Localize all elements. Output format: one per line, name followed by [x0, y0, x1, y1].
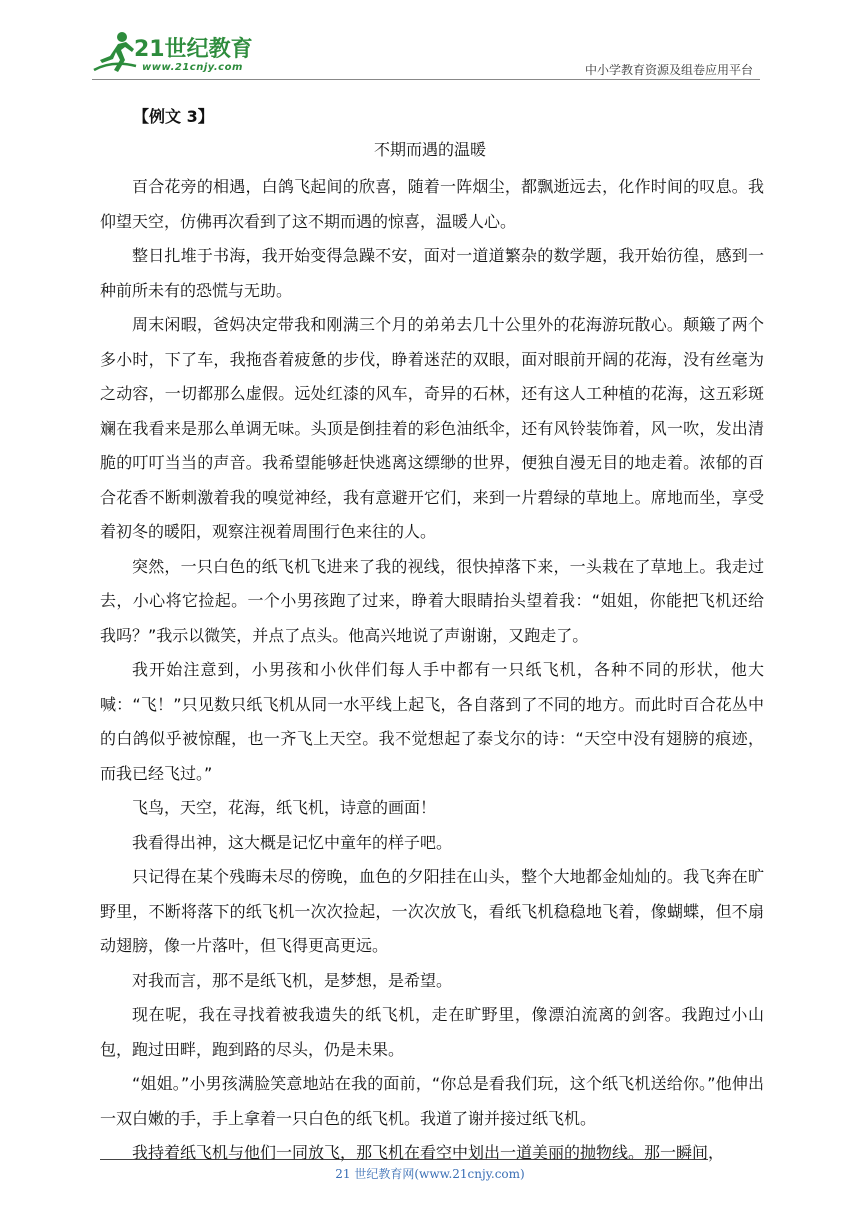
paragraph: 飞鸟，天空，花海，纸飞机，诗意的画面！: [132, 798, 437, 817]
header-divider: [92, 79, 760, 80]
page-header: [0, 0, 860, 90]
footer-link[interactable]: 21 世纪教育网(www.21cnjy.com): [335, 1167, 525, 1181]
paragraph: 我看得出神，这大概是记忆中童年的样子吧。: [132, 832, 453, 852]
essay-body: [100, 170, 764, 1171]
paragraph: 我开始注意到，小男孩和小伙伴们每人手中都有一只纸飞机，各种不同的形状，他大喊：“飞！”只见数只纸飞机从同一水平线上起飞，各自落到了不同的地方。而此时百合花丛中的白鸽似乎被惊醒，也一齐飞上天空。我不觉想起了泰戈尔的诗：“天空中没有翅膀的痕迹，而我已经飞过。”: [100, 660, 764, 783]
paragraph: 现在呢，我在寻找着被我遗失的纸飞机，走在旷野里，像漂泊流离的剑客。我跑过小山包，跑过田畔，跑到路的尽头，仍是未果。: [100, 1005, 764, 1059]
paragraph: 只记得在某个残晦未尽的傍晚，血色的夕阳挂在山头，整个大地都金灿灿的。我飞奔在旷野里，不断将落下的纸飞机一次次捡起，一次次放飞，看纸飞机稳稳地飞着，像蝴蝶，但不扇动翅膀，像一片落叶，但飞得更高更远。: [100, 867, 764, 955]
site-logo[interactable]: [92, 30, 262, 82]
logo-text: 21世纪教育: [134, 37, 253, 62]
runner-icon: [92, 30, 138, 78]
section-label: 【例文 3】: [133, 107, 214, 126]
paragraph: 整日扎堆于书海，我开始变得急躁不安，面对一道道繁杂的数学题，我开始彷徨，感到一种前所未有的恐慌与无助。: [100, 246, 764, 300]
paragraph: “姐姐。”小男孩满脸笑意地站在我的面前，“你总是看我们玩，这个纸飞机送给你。”他伸出一双白嫩的手，手上拿着一只白色的纸飞机。我道了谢并接过纸飞机。: [100, 1074, 764, 1128]
header-tagline: 中小学教育资源及组卷应用平台: [584, 63, 753, 77]
paragraph: 对我而言，那不是纸飞机，是梦想，是希望。: [132, 970, 453, 990]
footer-divider: [100, 1159, 708, 1160]
paragraph: 我持着纸飞机与他们一同放飞，那飞机在看空中划出一道美丽的抛物线。那一瞬间，: [132, 1143, 725, 1162]
paragraph: 周末闲暇，爸妈决定带我和刚满三个月的弟弟去几十公里外的花海游玩散心。颠簸了两个多小时，下了车，我拖沓着疲惫的步伐，睁着迷茫的双眼，面对眼前开阔的花海，没有丝毫为之动容，一切都那么虚假。远处红漆的风车，奇异的石林，还有这人工种植的花海，这五彩斑斓在我看来是那么单调无味。头顶是倒挂着的彩色油纸伞，还有风铃装饰着，风一吹，发出清脆的叮叮当当的声音。我希望能够赶快逃离这缥缈的世界，便独自漫无目的地走着。浓郁的百合花香不断刺激着我的嗅觉神经，我有意避开它们，来到一片碧绿的草地上。席地而坐，享受着初冬的暖阳，观察注视着周围行色来往的人。: [100, 315, 764, 541]
paragraph: 百合花旁的相遇，白鸽飞起间的欣喜，随着一阵烟尘，都飘逝远去，化作时间的叹息。我仰望天空，仿佛再次看到了这不期而遇的惊喜，温暖人心。: [100, 177, 764, 231]
essay-title: 不期而遇的温暖: [373, 140, 486, 159]
logo-url: www.21cnjy.com: [142, 62, 243, 73]
paragraph: 突然，一只白色的纸飞机飞进来了我的视线，很快掉落下来，一头栽在了草地上。我走过去，小心将它捡起。一个小男孩跑了过来，睁着大眼睛抬头望着我：“姐姐，你能把飞机还给我吗？”我示以微笑，并点了点头。他高兴地说了声谢谢，又跑走了。: [100, 556, 764, 645]
